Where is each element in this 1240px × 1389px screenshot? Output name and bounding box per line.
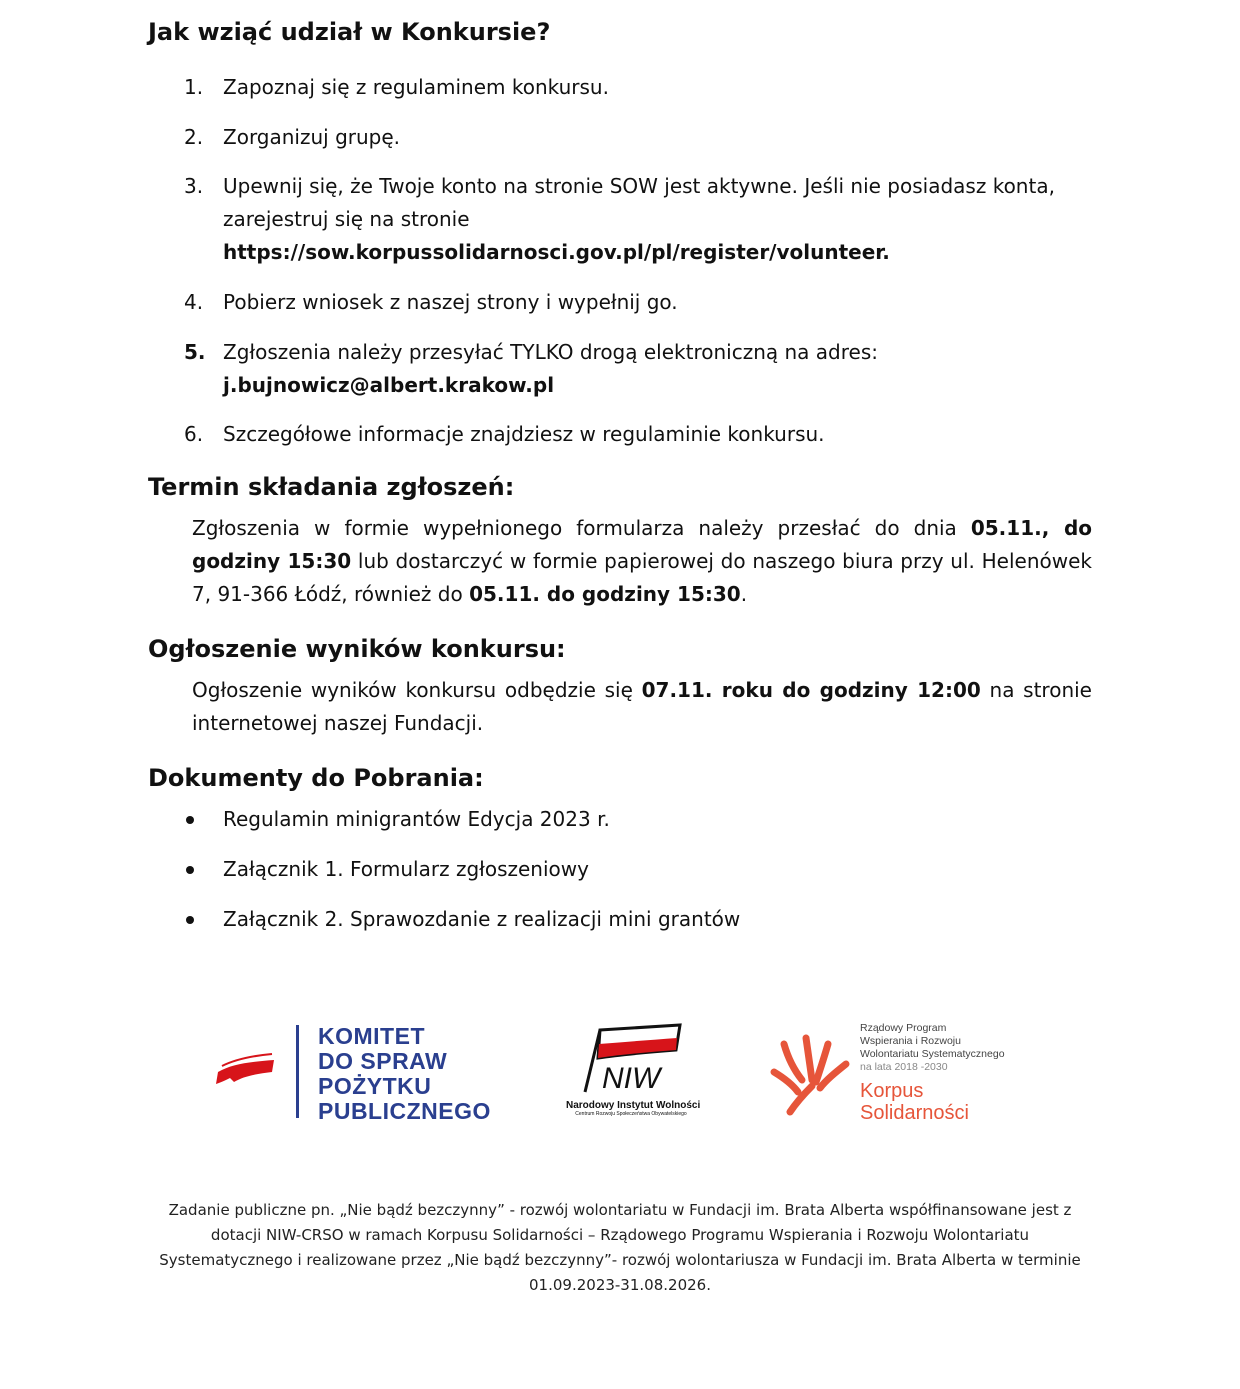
niw-caption xyxy=(566,1100,701,1117)
list-text: Upewnij się, że Twoje konto na stronie SOW jest aktywne. Jeśli nie posiadasz konta, zarejestruj się na stronie xyxy=(223,174,1055,231)
kpp-line: KOMITET xyxy=(318,1023,425,1049)
list-text: Pobierz wniosek z naszej strony i wypełnij go. xyxy=(223,290,678,314)
bullet-icon xyxy=(186,866,194,874)
document-link[interactable]: Regulamin minigrantów Edycja 2023 r. xyxy=(223,807,610,831)
list-number: 4. xyxy=(184,290,204,314)
heading-how-to-apply: Jak wziąć udział w Konkursie? xyxy=(148,18,551,46)
funding-note: Zadanie publiczne pn. „Nie bądź bezczynny” - rozwój wolontariatu w Fundacji im. Brata Alberta współfinansowane jest z dotacji NIW-CRSO w ramach Korpusu Solidarności – Rządowego Programu Wspierania i Rozwoju Wolontariatu Systematycznego i realizowane przez „Nie bądź bezczynny”- rozwój wolontariusza w Fundacji im. Brata Alberta w terminie 01.09.2023-31.08.2026. xyxy=(159,1201,1081,1294)
kpp-flag-logo xyxy=(212,1050,278,1090)
list-number: 1. xyxy=(184,75,204,99)
list-number: 3. xyxy=(184,174,204,198)
list-text: Zapoznaj się z regulaminem konkursu. xyxy=(223,75,609,99)
heading-deadline: Termin składania zgłoszeń: xyxy=(148,473,515,501)
korpus-brand-line: Solidarności xyxy=(860,1102,969,1124)
korpus-brand xyxy=(860,1080,969,1124)
registration-link[interactable]: https://sow.korpussolidarnosci.gov.pl/pl/register/volunteer. xyxy=(223,240,890,264)
kpp-divider xyxy=(296,1025,299,1118)
list-text: Zorganizuj grupę. xyxy=(223,125,401,149)
list-text: Szczegółowe informacje znajdziesz w regulaminie konkursu. xyxy=(223,422,825,446)
bullet-icon xyxy=(186,816,194,824)
kpp-line: PUBLICZNEGO xyxy=(318,1098,491,1124)
deadline-text: Zgłoszenia w formie wypełnionego formularza należy przesłać do dnia xyxy=(192,516,971,540)
results-paragraph xyxy=(192,674,1092,740)
bullet-icon xyxy=(186,916,194,924)
korpus-program-text xyxy=(860,1022,1005,1074)
heading-documents: Dokumenty do Pobrania: xyxy=(148,764,484,792)
kpp-logo-text xyxy=(318,1024,491,1124)
results-date: 07.11. roku do godziny 12:00 xyxy=(641,678,981,702)
document-link[interactable]: Załącznik 2. Sprawozdanie z realizacji mini grantów xyxy=(223,907,741,931)
list-text: Zgłoszenia należy przesyłać TYLKO drogą elektroniczną na adres: xyxy=(223,340,878,364)
korpus-line: Rządowy Program xyxy=(860,1022,947,1034)
deadline-date: 05.11., do godziny 15:30 xyxy=(192,516,1092,573)
korpus-years: na lata 2018 -2030 xyxy=(860,1061,948,1073)
results-text: Ogłoszenie wyników konkursu odbędzie się xyxy=(192,678,642,702)
kpp-line: DO SPRAW xyxy=(318,1048,448,1074)
niw-logo xyxy=(580,1022,686,1096)
korpus-line: Wspierania i Rozwoju xyxy=(860,1035,961,1047)
niw-mark: NIW xyxy=(602,1062,661,1095)
heading-results: Ogłoszenie wyników konkursu: xyxy=(148,635,566,663)
hand-logo-icon xyxy=(768,1034,852,1118)
list-number: 2. xyxy=(184,125,204,149)
deadline-text: . xyxy=(740,582,748,606)
deadline-date: 05.11. do godziny 15:30 xyxy=(469,582,741,606)
korpus-line: Wolontariatu Systematycznego xyxy=(860,1048,1005,1060)
document-link[interactable]: Załącznik 1. Formularz zgłoszeniowy xyxy=(223,857,589,881)
list-number: 6. xyxy=(184,422,204,446)
results-text: na stronie internetowej naszej Fundacji. xyxy=(192,678,1092,735)
niw-caption-line: Centrum Rozwoju Społeczeństwa Obywatelskiego xyxy=(575,1111,687,1117)
deadline-paragraph xyxy=(192,512,1092,611)
list-number: 5. xyxy=(184,340,206,364)
kpp-line: POŻYTKU xyxy=(318,1073,432,1099)
deadline-text: lub dostarczyć w formie papierowej do naszego biura przy ul. Helenówek 7, 91-366 Łódź, również do xyxy=(192,549,1092,606)
niw-caption-line: Narodowy Instytut Wolności xyxy=(566,1100,701,1111)
email-link[interactable]: j.bujnowicz@albert.krakow.pl xyxy=(223,373,555,397)
korpus-brand-line: Korpus xyxy=(860,1080,924,1102)
